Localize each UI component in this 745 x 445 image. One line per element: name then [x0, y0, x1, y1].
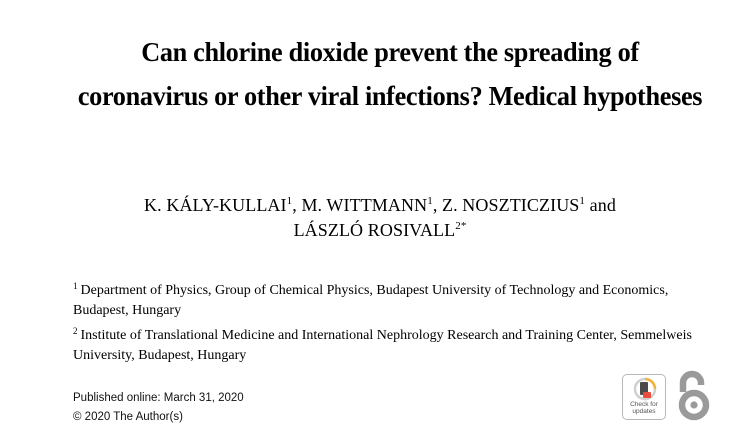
affiliation-marker: 1 — [579, 195, 586, 207]
affiliation-marker: 1 — [427, 195, 433, 207]
check-for-updates-label: Check for updates — [630, 401, 658, 415]
paper-title: Can chlorine dioxide prevent the spreading of coronavirus or other viral infections? Medical hypotheses — [77, 36, 703, 111]
author-connector: and — [589, 195, 616, 215]
affiliation-text: Department of Physics, Group of Chemical Physics, Budapest University of Technology and Economics, Budapest, Hungary — [73, 283, 669, 318]
publication-info — [73, 389, 244, 427]
author-list: K. KÁLY-KULLAI$^1$, M. WITTMANN$^1$, Z. NOSZTICZIUS$^1$ and LÁSZLÓ $ROSIVALL^{2*}$ — [144, 195, 616, 240]
affiliation-1 — [73, 281, 713, 320]
author-name: M. WITTMANN — [301, 195, 428, 215]
check-for-updates-badge[interactable] — [622, 374, 666, 420]
check-for-updates-icon — [632, 377, 658, 401]
affiliation-marker: 2* — [455, 220, 467, 232]
open-access-icon — [675, 368, 713, 424]
author-name: K. KÁLY-KULLAI — [144, 195, 287, 215]
affiliation-text: Institute of Translational Medicine and International Nephrology Research and Training Center, Semmelweis University, Budapest, Hungary — [73, 328, 692, 363]
author-name: Z. NOSZTICZIUS — [442, 195, 580, 215]
affiliation-number: 2 — [73, 326, 78, 336]
affiliation-2 — [73, 326, 713, 365]
published-online-date: Published online: March 31, 2020 — [73, 392, 244, 404]
affiliation-number: 1 — [73, 281, 78, 291]
affiliation-marker: 1 — [286, 195, 293, 207]
copyright-notice: © 2020 The Author(s) — [73, 411, 183, 423]
author-name: LÁSZLÓ ROSIVALL — [293, 220, 456, 240]
